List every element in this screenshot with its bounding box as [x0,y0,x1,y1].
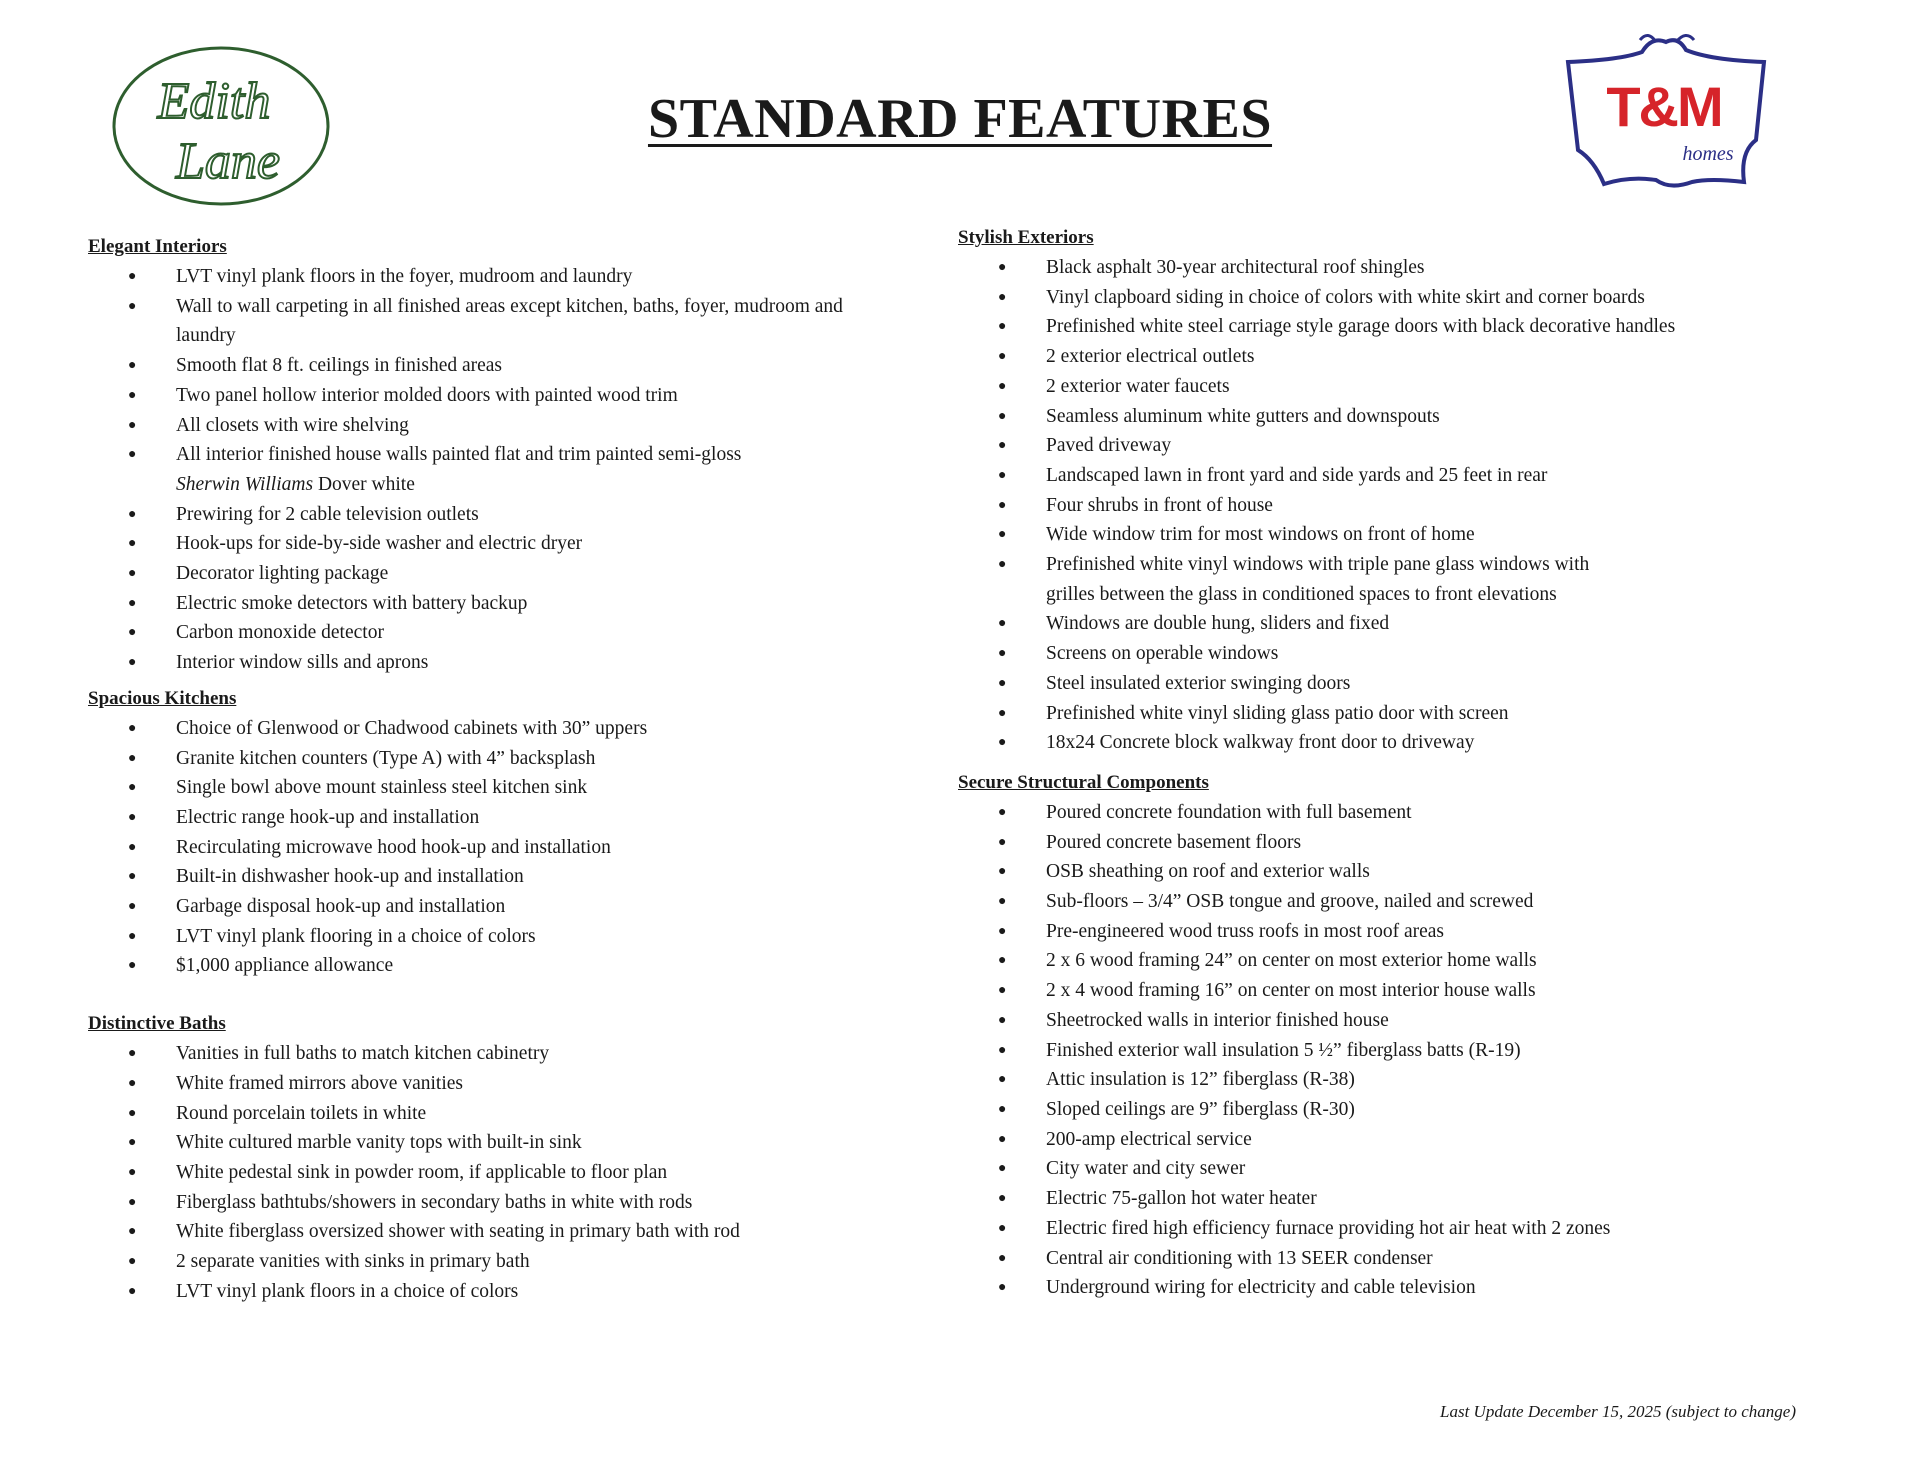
list-item: ● Electric smoke detectors with battery backup [128,592,528,614]
list-item: ● 2 exterior water faucets [998,375,1230,397]
distinctive-baths-list [88,1039,928,1306]
list-item: ● All interior finished house walls painted flat and trim painted semi-gloss [128,444,742,466]
section-heading-elegant-interiors: Elegant Interiors [88,236,227,257]
list-item: ● LVT vinyl plank floors in a choice of colors [128,1280,519,1302]
list-item: ● Fiberglass bathtubs/showers in secondary baths in white with rods [128,1191,693,1213]
list-item: ● Paved driveway [998,435,1172,457]
list-item: ● Attic insulation is 12” fiberglass (R-38) [998,1069,1355,1091]
list-item: ● Sub-floors – 3/4” OSB tongue and groove, nailed and screwed [998,891,1534,913]
list-item-continuation: laundry [176,325,236,347]
list-item: ● 2 x 6 wood framing 24” on center on most exterior home walls [998,950,1537,972]
list-item: ● Recirculating microwave hood hook-up and installation [128,836,611,858]
list-item: ● White fiberglass oversized shower with seating in primary bath with rod [128,1221,740,1243]
list-item: ● 2 separate vanities with sinks in primary bath [128,1251,530,1273]
stylish-exteriors-list [958,253,1838,758]
list-item: ● Vinyl clapboard siding in choice of colors with white skirt and corner boards [998,286,1645,308]
logo-text-tm: T&M [1606,75,1722,138]
list-item-continuation: Sherwin Williams Dover white [176,473,415,495]
list-item: ● $1,000 appliance allowance [128,955,394,977]
list-item: ● Central air conditioning with 13 SEER condenser [998,1247,1433,1269]
list-item: ● Electric range hook-up and installation [128,806,480,828]
list-item: ● White framed mirrors above vanities [128,1072,463,1094]
list-item: ● Choice of Glenwood or Chadwood cabinets with 30” uppers [128,717,648,739]
list-item: ● Decorator lighting package [128,563,389,585]
list-item: ● Black asphalt 30-year architectural roof shingles [998,257,1425,278]
list-item: ● Smooth flat 8 ft. ceilings in finished areas [128,355,503,377]
secure-structural-list [958,798,1838,1303]
list-item: ● Prefinished white steel carriage style garage doors with black decorative handles [998,316,1676,338]
list-item: ● Hook-ups for side-by-side washer and electric dryer [128,533,583,555]
logo-text-edith: Edith [157,73,271,130]
list-item: ● Interior window sills and aprons [128,652,429,674]
list-item: ● City water and city sewer [998,1158,1246,1180]
list-item: ● LVT vinyl plank floors in the foyer, mudroom and laundry [128,266,633,287]
section-heading-secure-structural-components: Secure Structural Components [958,771,1209,793]
list-item: ● Garbage disposal hook-up and installation [128,896,506,918]
list-item: ● 18x24 Concrete block walkway front door to driveway [998,732,1475,754]
list-item: ● Prefinished white vinyl sliding glass patio door with screen [998,702,1509,724]
list-item: ● Prefinished white vinyl windows with triple pane glass windows with [998,554,1590,576]
list-item: ● Sloped ceilings are 9” fiberglass (R-30) [998,1098,1355,1120]
list-item: ● Finished exterior wall insulation 5 ½” fiberglass batts (R-19) [998,1039,1521,1061]
list-item: ● Built-in dishwasher hook-up and installation [128,866,524,888]
logo-text-homes: homes [1682,143,1734,165]
list-item: ● White cultured marble vanity tops with built-in sink [128,1132,582,1154]
list-item: ● Seamless aluminum white gutters and downspouts [998,405,1440,427]
spacious-kitchens-list [88,714,928,981]
list-item: ● Prewiring for 2 cable television outlets [128,503,479,525]
elegant-interiors-list [88,262,928,678]
list-item: ● Vanities in full baths to match kitchen cabinetry [128,1043,550,1065]
list-item: ● 2 exterior electrical outlets [998,346,1255,368]
list-item: ● Single bowl above mount stainless steel kitchen sink [128,777,588,799]
tm-homes-logo [1560,32,1772,200]
list-item: ● All closets with wire shelving [128,414,409,436]
list-item: ● LVT vinyl plank flooring in a choice of colors [128,925,536,947]
list-item: ● Poured concrete foundation with full basement [998,801,1412,823]
list-item: ● Landscaped lawn in front yard and side yards and 25 feet in rear [998,464,1548,486]
list-item: ● White pedestal sink in powder room, if applicable to floor plan [128,1161,668,1183]
list-item: ● Screens on operable windows [998,643,1279,665]
list-item: ● Two panel hollow interior molded doors with painted wood trim [128,384,678,406]
list-item: ● Underground wiring for electricity and cable television [998,1277,1476,1299]
section-heading-stylish-exteriors: Stylish Exteriors [958,227,1094,248]
list-item: ● 200-amp electrical service [998,1128,1252,1150]
last-update-note: Last Update December 15, 2025 (subject to change) [1440,1402,1796,1421]
list-item: ● Four shrubs in front of house [998,494,1273,516]
list-item: ● Carbon monoxide detector [128,622,384,644]
list-item: ● Granite kitchen counters (Type A) with 4” backsplash [128,747,596,769]
list-item: ● Electric fired high efficiency furnace providing hot air heat with 2 zones [998,1217,1611,1239]
list-item: ● Windows are double hung, sliders and fixed [998,613,1390,635]
list-item: ● Round porcelain toilets in white [128,1102,427,1124]
logo-text-lane: Lane [176,133,280,190]
list-item: ● Poured concrete basement floors [998,831,1302,853]
list-item: ● Wide window trim for most windows on front of home [998,524,1475,546]
list-item-continuation: grilles between the glass in conditioned spaces to front elevations [1046,583,1557,605]
right-column [958,223,1838,1309]
list-item: ● Electric 75-gallon hot water heater [998,1188,1317,1210]
section-heading-spacious-kitchens: Spacious Kitchens [88,687,237,709]
list-item: ● Steel insulated exterior swinging doors [998,672,1351,694]
left-column [88,232,928,1313]
list-item: ● Wall to wall carpeting in all finished areas except kitchen, baths, foyer, mudroom and [128,295,843,317]
section-heading-distinctive-baths: Distinctive Baths [88,1013,226,1035]
page-title: STANDARD FEATURES [647,88,1273,150]
list-item: ● OSB sheathing on roof and exterior walls [998,861,1370,883]
list-item: ● 2 x 4 wood framing 16” on center on most interior house walls [998,980,1536,1002]
list-item: ● Sheetrocked walls in interior finished house [998,1009,1389,1031]
list-item: ● Pre-engineered wood truss roofs in most roof areas [998,920,1445,942]
